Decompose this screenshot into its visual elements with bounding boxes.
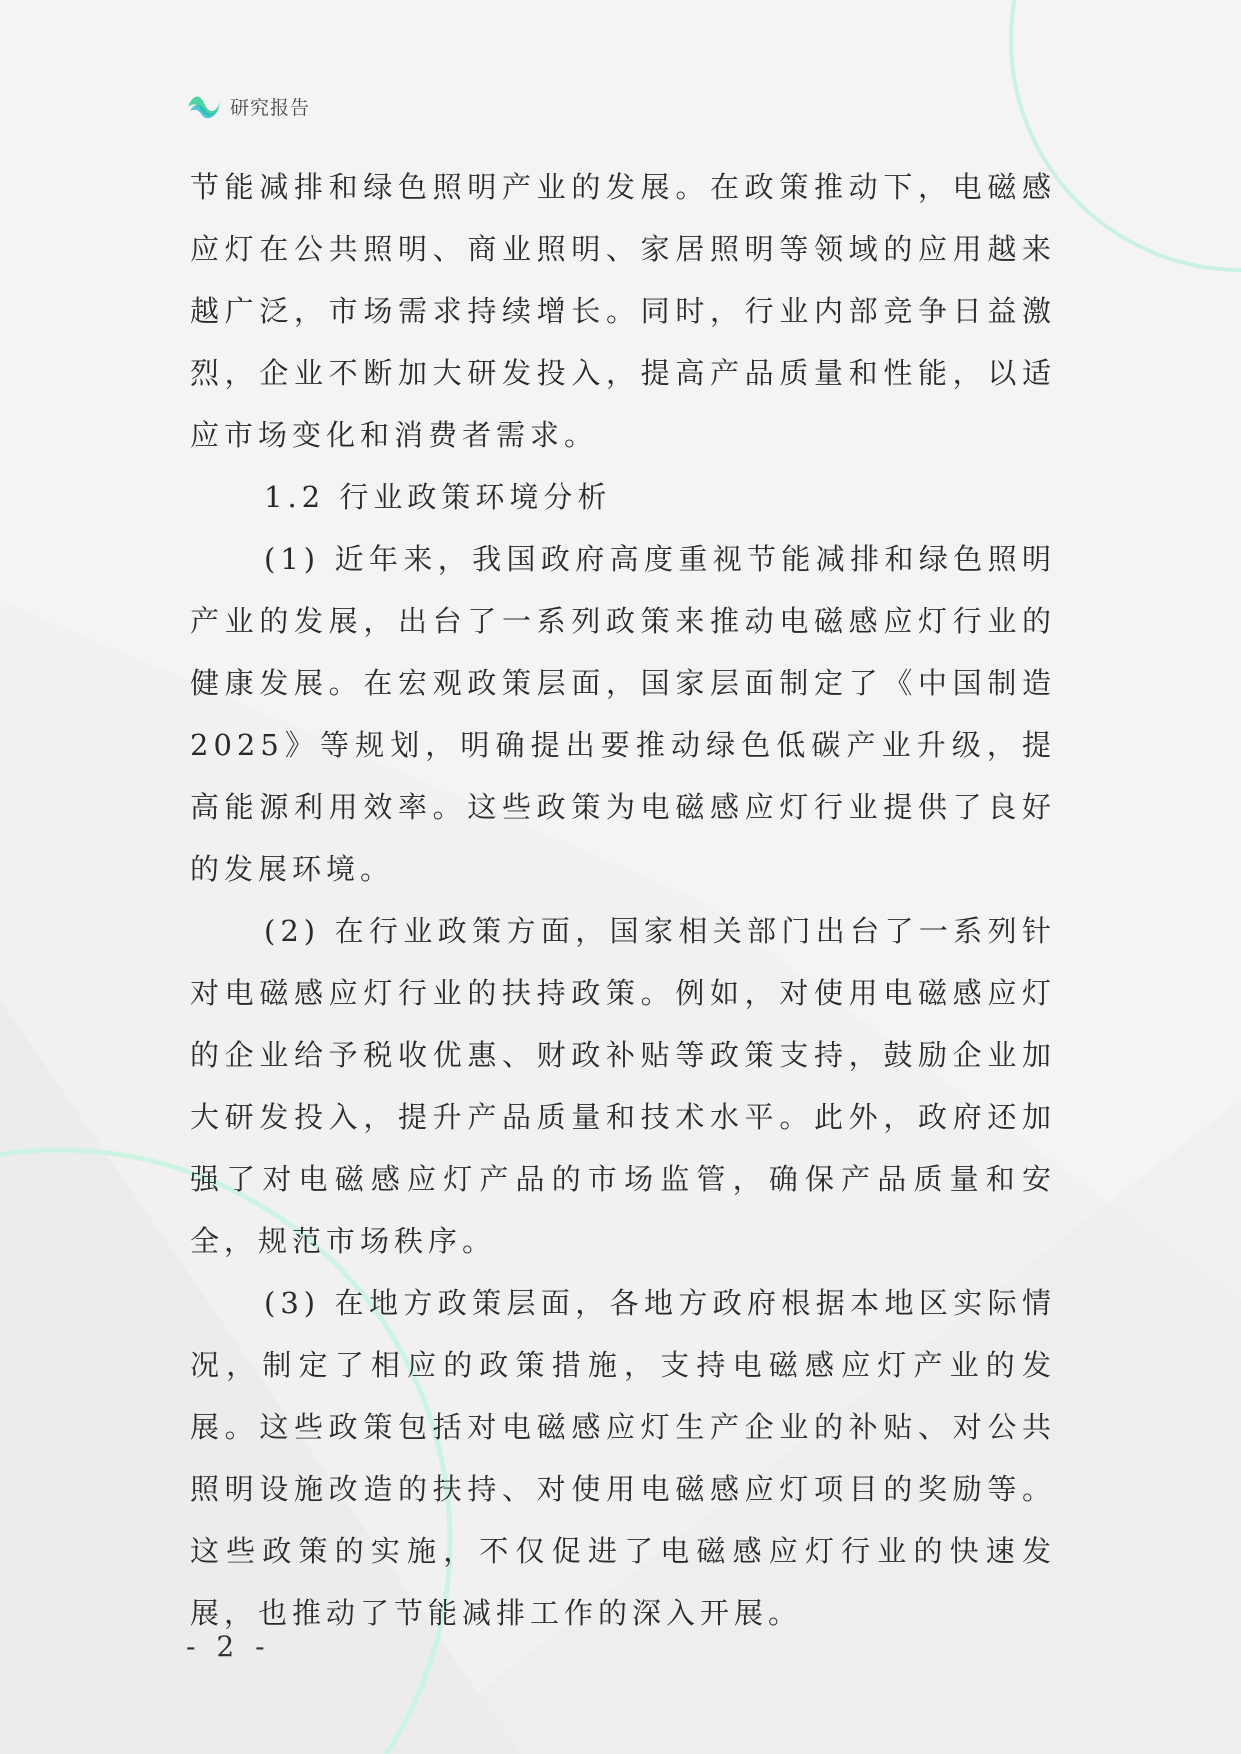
green-swoosh-logo-icon	[186, 91, 222, 121]
body-paragraph-1: (1) 近年来，我国政府高度重视节能减排和绿色照明产业的发展，出台了一系列政策来推动电磁感应灯行业的健康发展。在宏观政策层面，国家层面制定了《中国制造 2025》等规划，明确提出要推动绿色低碳产业升级，提高能源利用效率。这些政策为电磁感应灯行业提供了良好的发展环境。	[190, 542, 1056, 886]
body-paragraph-continued: 节能减排和绿色照明产业的发展。在政策推动下，电磁感应灯在公共照明、商业照明、家居照明等领域的应用越来越广泛，市场需求持续增长。同时，行业内部竞争日益激烈，企业不断加大研发投入，提高产品质量和性能，以适应市场变化和消费者需求。	[190, 170, 1056, 452]
header-title: 研究报告	[230, 96, 311, 119]
section-heading: 1.2 行业政策环境分析	[264, 480, 612, 514]
document-body	[190, 156, 1056, 1644]
body-paragraph-3: (3) 在地方政策层面，各地方政府根据本地区实际情况，制定了相应的政策措施，支持电磁感应灯产业的发展。这些政策包括对电磁感应灯生产企业的补贴、对公共照明设施改造的扶持、对使用电磁感应灯项目的奖励等。这些政策的实施，不仅促进了电磁感应灯行业的快速发展，也推动了节能减排工作的深入开展。	[190, 1286, 1056, 1630]
page-number: - 2 -	[186, 1630, 271, 1663]
report-header	[186, 88, 310, 124]
body-paragraph-2: (2) 在行业政策方面，国家相关部门出台了一系列针对电磁感应灯行业的扶持政策。例如，对使用电磁感应灯的企业给予税收优惠、财政补贴等政策支持，鼓励企业加大研发投入，提升产品质量和技术水平。此外，政府还加强了对电磁感应灯产品的市场监管，确保产品质量和安全，规范市场秩序。	[190, 914, 1056, 1258]
